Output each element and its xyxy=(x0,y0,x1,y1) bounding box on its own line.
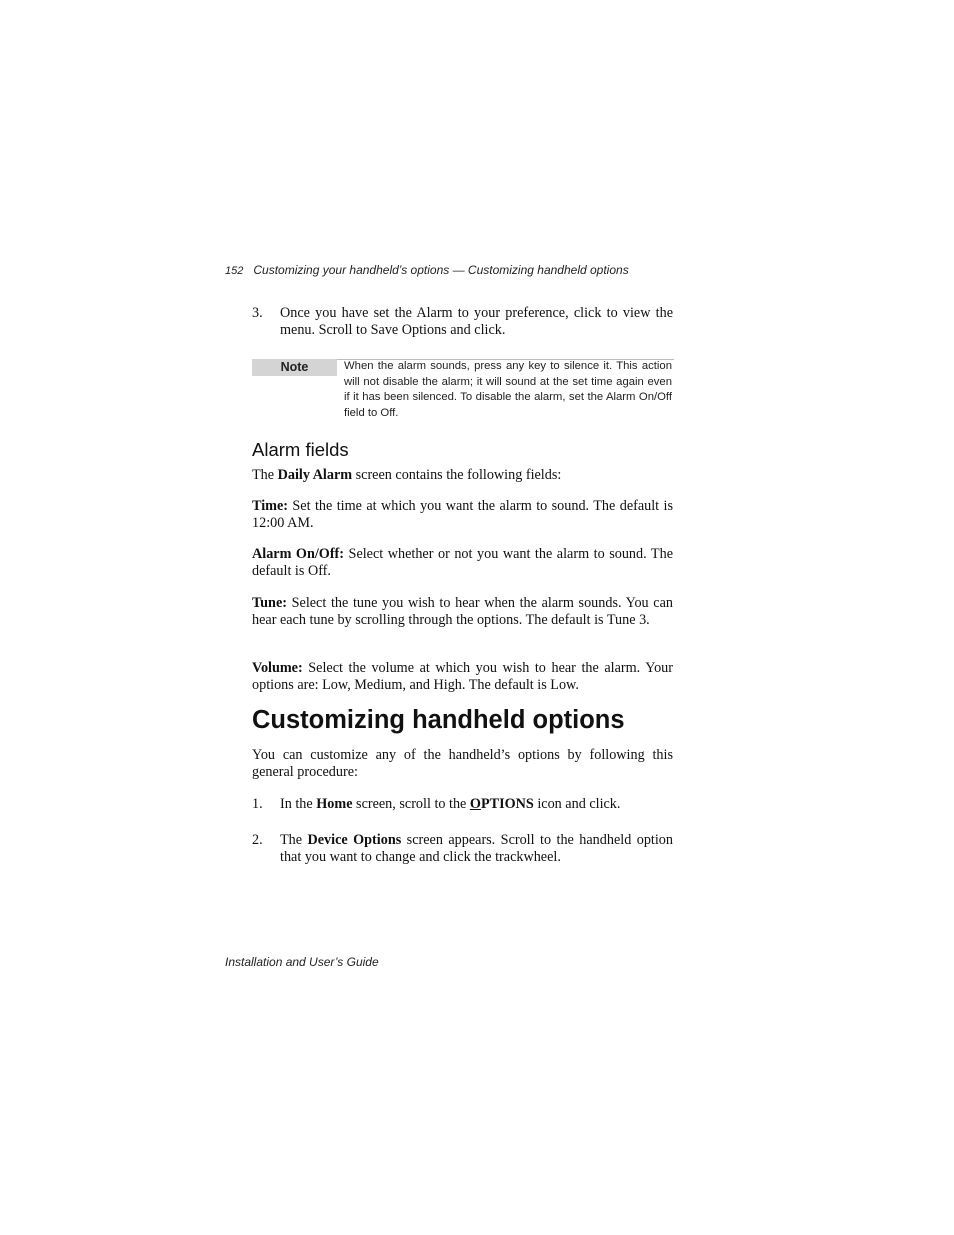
field-description: Select the volume at which you wish to hear the alarm. Your options are: Low, Medium, and High. The default is Low. xyxy=(252,660,673,693)
field-description: Set the time at which you want the alarm to sound. The default is 12:00 AM. xyxy=(252,498,673,531)
options-icon-name: OPTIONS xyxy=(469,796,534,812)
running-header xyxy=(225,263,629,277)
field-description: Select the tune you wish to hear when the alarm sounds. You can hear each tune by scrolling through the options. The default is Tune 3. xyxy=(252,595,673,628)
running-title: Customizing your handheld’s options — Customizing handheld options xyxy=(253,263,629,277)
field-alarm-on-off xyxy=(252,546,673,580)
step-number: 2. xyxy=(252,832,263,848)
field-volume xyxy=(252,660,673,694)
section-heading-alarm-fields: Alarm fields xyxy=(252,439,349,460)
step-number: 1. xyxy=(252,796,263,812)
field-description: Select whether or not you want the alarm to sound. The default is Off. xyxy=(252,546,673,579)
field-label: Tune: xyxy=(252,595,287,611)
field-label: Volume: xyxy=(252,660,303,676)
running-footer: Installation and User’s Guide xyxy=(225,955,379,969)
section-heading-customizing: Customizing handheld options xyxy=(252,706,625,734)
note-text: When the alarm sounds, press any key to silence it. This action will not disable the alarm; it will sound at the set time again even if it has been silenced. To disable the alarm, set the Alarm On/Off field to Off. xyxy=(344,360,672,419)
intro-text: screen contains the following fields: xyxy=(352,467,562,483)
step-text: Once you have set the Alarm to your preference, click to view the menu. Scroll to Save Options and click. xyxy=(280,305,673,338)
field-tune xyxy=(252,595,673,629)
alarm-fields-intro xyxy=(252,467,673,484)
page-number: 152 xyxy=(225,265,244,277)
field-label: Time: xyxy=(252,498,288,514)
step-text: In the Home screen, scroll to the OPTIONS icon and click. xyxy=(280,796,621,812)
field-label: Alarm On/Off: xyxy=(252,546,345,562)
intro-bold: Daily Alarm xyxy=(277,467,353,483)
note-label: Note xyxy=(252,359,337,376)
home-screen-name: Home xyxy=(316,796,353,812)
step-text: The Device Options screen appears. Scroll to the handheld option that you want to change and click the trackwheel. xyxy=(280,832,673,865)
field-time xyxy=(252,498,673,532)
intro-text: The xyxy=(252,467,278,483)
step-number: 3. xyxy=(252,305,263,321)
device-options-screen-name: Device Options xyxy=(307,832,402,848)
customizing-intro: You can customize any of the handheld’s options by following this general procedure: xyxy=(252,747,673,780)
